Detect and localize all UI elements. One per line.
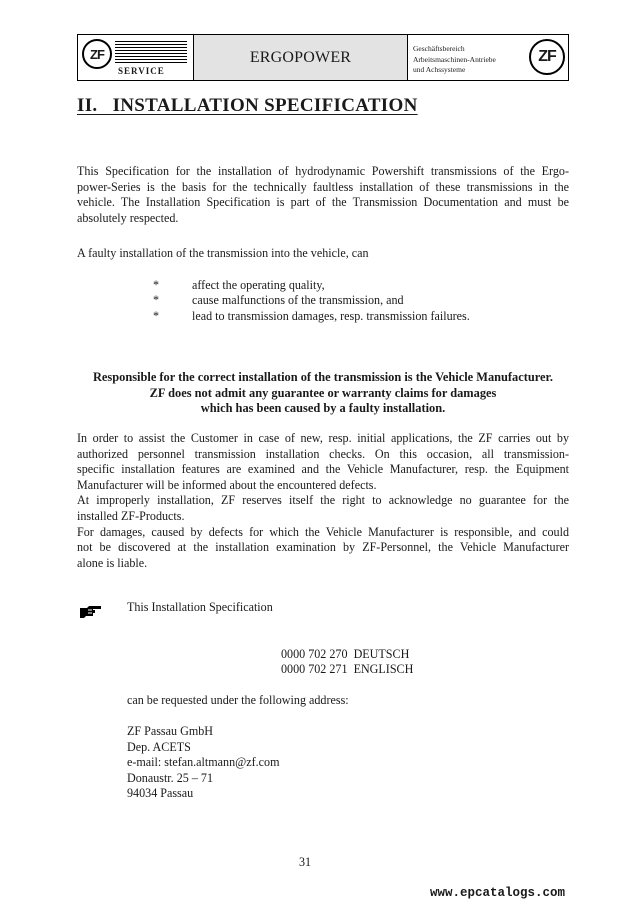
text-line: For damages, caused by defects for which the Vehicle Manufacturer is responsible, and could (77, 524, 569, 539)
division-text (413, 44, 496, 76)
bullet-symbol: * (153, 278, 160, 292)
bullet-text: cause malfunctions of the transmission, and (192, 293, 404, 307)
zf-logo-icon: ZF (82, 39, 112, 69)
zf-service-logo-block (78, 35, 194, 80)
text-line: authorized personnel transmission installation checks. On this occasion, all transmission- (77, 446, 569, 461)
request-text: can be requested under the following address: (127, 693, 349, 707)
text-line: Manufacturer will be informed about the encountered defects. (77, 477, 377, 492)
division-line: Arbeitsmaschinen-Antriebe (413, 54, 496, 64)
spec-note: This Installation Specification (127, 600, 273, 614)
text-line: In order to assist the Customer in case of new, resp. initial applications, the ZF carries out by (77, 431, 569, 445)
address-line: 94034 Passau (127, 786, 194, 801)
division-line: Geschäftsbereich (413, 44, 465, 53)
bullet-item (153, 278, 325, 294)
faulty-intro: A faulty installation of the transmission into the vehicle, can (77, 246, 369, 260)
responsibility-notice (77, 370, 569, 417)
bullet-item (153, 309, 470, 325)
address-line: ZF Passau GmbH (127, 724, 214, 738)
service-label: SERVICE (118, 66, 165, 76)
text-line: installed ZF-Products. (77, 508, 185, 523)
assist-paragraph (77, 431, 569, 571)
page-header (77, 34, 569, 81)
doc-number: 0000 702 270 DEUTSCH (281, 647, 410, 661)
bullet-text: affect the operating quality, (192, 278, 325, 292)
text-line: At improperly installation, ZF reserves itself the right to acknowledge no guarantee for the (77, 493, 569, 508)
notice-line: ZF does not admit any guarantee or warranty claims for damages (149, 385, 497, 400)
service-lines-graphic (115, 41, 187, 65)
division-block (408, 35, 568, 80)
address-email[interactable]: e-mail: stefan.altmann@zf.com (127, 755, 280, 770)
address-block (127, 724, 280, 802)
bullet-text: lead to transmission damages, resp. transmission failures. (192, 309, 470, 323)
page-number: 31 (299, 855, 312, 869)
text-line: This Specification for the installation of hydrodynamic Powershift transmissions of the Ergo- (77, 164, 569, 178)
address-line: Donaustr. 25 – 71 (127, 770, 213, 785)
address-line: Dep. ACETS (127, 739, 191, 754)
text-line: power-Series is the basis for the technically faultless installation of these transmissions in the (77, 179, 569, 194)
zf-logo-icon: ZF (529, 39, 565, 75)
text-line: not be discovered at the installation examination by ZF-Personnel, the Vehicle Manufacturer (77, 540, 569, 555)
pointing-hand-icon (79, 604, 103, 620)
bullet-symbol: * (153, 309, 160, 323)
doc-number: 0000 702 271 ENGLISCH (281, 662, 414, 676)
text-line: vehicle. The Installation Specification is part of the Transmission Documentation and must be (77, 195, 569, 210)
bullet-symbol: * (153, 293, 160, 307)
text-line: specific installation features are examined and the Vehicle Manufacturer, resp. the Equipment (77, 462, 569, 477)
text-line: absolutely respected. (77, 210, 179, 225)
notice-line: which has been caused by a faulty installation. (200, 401, 446, 416)
text-line: alone is liable. (77, 555, 148, 570)
header-title: ERGOPOWER (194, 35, 408, 80)
bullet-item (153, 293, 404, 309)
section-title: II. INSTALLATION SPECIFICATION (77, 95, 418, 116)
watermark: www.epcatalogs.com (430, 886, 566, 900)
notice-line: Responsible for the correct installation of the transmission is the Vehicle Manufacturer. (92, 370, 554, 384)
division-line: und Achssysteme (413, 65, 466, 74)
intro-paragraph (77, 164, 569, 226)
